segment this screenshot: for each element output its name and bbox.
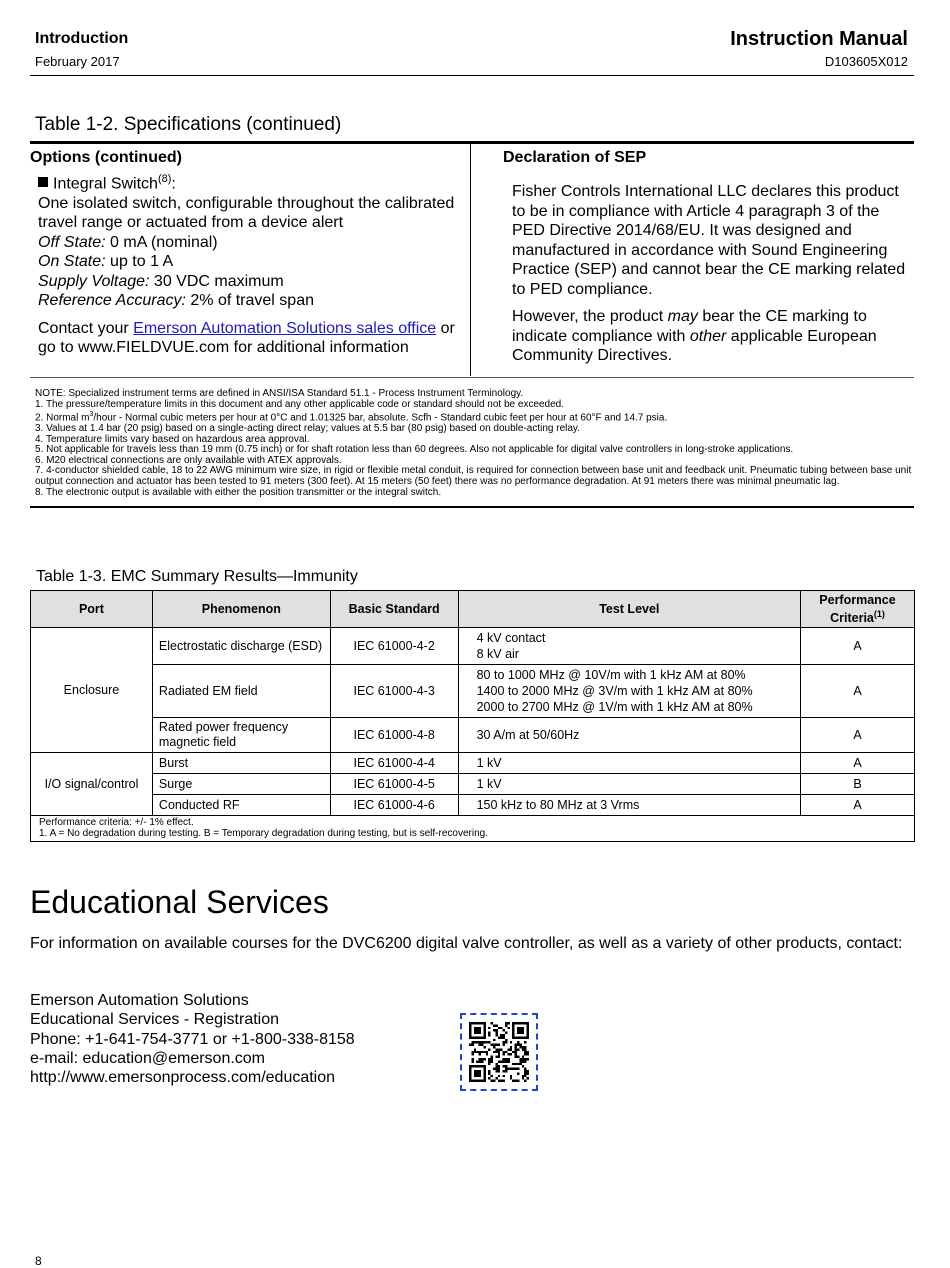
phenomenon-cell: Rated power frequency magnetic field xyxy=(152,718,330,753)
test-level-line: 8 kV air xyxy=(476,647,519,662)
standard-cell: IEC 61000-4-2 xyxy=(330,628,458,665)
test-level-cell xyxy=(458,665,800,718)
header-criteria-text: Performance Criteria xyxy=(819,593,896,626)
table-header-row xyxy=(31,591,915,628)
table-row xyxy=(31,628,915,665)
standard-cell: IEC 61000-4-4 xyxy=(330,753,458,774)
phenomenon-cell: Burst xyxy=(152,753,330,774)
table-1-2-notes xyxy=(35,389,915,498)
header-phenomenon: Phenomenon xyxy=(152,591,330,628)
off-state xyxy=(38,233,458,253)
phenomenon-cell: Surge xyxy=(152,774,330,795)
educational-services-intro: For information on available courses for the DVC6200 digital valve controller, as well as a variety of other products, contact: xyxy=(30,935,903,952)
table-row xyxy=(31,795,915,816)
note: NOTE: Specialized instrument terms are defined in ANSI/ISA Standard 51.1 - Process Instrument Terminology. xyxy=(35,388,524,399)
criteria-cell: A xyxy=(801,795,915,816)
integral-switch-label: Integral Switch xyxy=(53,175,158,193)
sales-office-link[interactable]: Emerson Automation Solutions sales office xyxy=(133,319,437,337)
contact-paragraph xyxy=(38,319,458,358)
note: 4. Temperature limits vary based on hazardous area approval. xyxy=(35,433,310,445)
test-level-line: 4 kV contact xyxy=(476,631,546,646)
options-body xyxy=(38,170,458,358)
contact-phone: Phone: +1-641-754-3771 or +1-800-338-8158 xyxy=(30,1030,355,1048)
contact-prefix: Contact your xyxy=(38,319,134,337)
header-divider xyxy=(30,75,914,76)
switch-description: One isolated switch, configurable throughout the calibrated travel range or actuated from a device alert xyxy=(38,194,455,232)
phenomenon-cell: Radiated EM field xyxy=(152,665,330,718)
table-row xyxy=(31,753,915,774)
integral-switch-line xyxy=(38,170,458,194)
table-1-2-title: Table 1-2. Specifications (continued) xyxy=(35,114,342,135)
on-state-value: up to 1 A xyxy=(105,253,174,271)
standard-cell: IEC 61000-4-8 xyxy=(330,718,458,753)
note: 3. Values at 1.4 bar (20 psig) based on a single-acting direct relay; values at 5.5 bar (80 psig) based on double-acting relay. xyxy=(35,423,580,435)
section-title: Introduction xyxy=(35,30,129,47)
standard-cell: IEC 61000-4-3 xyxy=(330,665,458,718)
phenomenon-cell: Conducted RF xyxy=(152,795,330,816)
sep-emphasis-other: other xyxy=(689,327,727,345)
sep-heading: Declaration of SEP xyxy=(503,149,647,166)
criteria-cell: A xyxy=(801,665,915,718)
note: 5. Not applicable for travels less than 19 mm (0.75 inch) or for shaft rotation less than 60 degrees. Also not applicable for digital valve controllers in long-stroke applications. xyxy=(35,444,794,456)
criteria-cell: A xyxy=(801,753,915,774)
test-level-cell: 30 A/m at 50/60Hz xyxy=(458,718,800,753)
test-level-line: 2000 to 2700 MHz @ 1V/m with 1 kHz AM at 80% xyxy=(476,700,753,715)
reference-accuracy-value: 2% of travel span xyxy=(185,292,314,310)
note-text: 2. Normal m xyxy=(35,412,90,424)
test-level-cell: 1 kV xyxy=(458,753,800,774)
contact-email: e-mail: education@emerson.com xyxy=(30,1049,266,1067)
note: 1. The pressure/temperature limits in this document and any other applicable code or standard should not be exceeded. xyxy=(35,398,565,410)
table-1-2-top-rule xyxy=(30,141,914,144)
note: 7. 4-conductor shielded cable, 18 to 22 AWG minimum wire size, in rigid or flexible metal conduit, is required for connection between base unit and feedback unit. Pneumatic tubing between base unit output connection and actuator has been tested to 91 meters (300 feet). At 15 meters (50 feet) there was no performance degradation. At 91 meters there was minimal pneumatic lag. xyxy=(35,465,912,488)
standard-cell: IEC 61000-4-5 xyxy=(330,774,458,795)
supply-voltage-label: Supply Voltage: xyxy=(38,272,150,290)
test-level-line: 80 to 1000 MHz @ 10V/m with 1 kHz AM at 80% xyxy=(476,668,746,683)
test-level-cell: 150 kHz to 80 MHz at 3 Vrms xyxy=(458,795,800,816)
table-row xyxy=(31,665,915,718)
footnote-ref: (1) xyxy=(873,609,885,619)
port-enclosure: Enclosure xyxy=(31,628,153,753)
off-state-label: Off State: xyxy=(38,233,106,251)
contact-url: http://www.emersonprocess.com/education xyxy=(30,1069,336,1087)
header-performance-criteria xyxy=(801,591,915,628)
note-superscript: 3 xyxy=(89,411,94,419)
qr-code-icon xyxy=(469,1022,529,1082)
bullet-square-icon xyxy=(38,177,48,187)
note: 8. The electronic output is available with either the position transmitter or the integral switch. xyxy=(35,486,442,498)
table-notes-row xyxy=(31,816,915,842)
criteria-cell: A xyxy=(801,718,915,753)
supply-voltage-value: 30 VDC maximum xyxy=(149,272,284,290)
table-row xyxy=(31,774,915,795)
table-note: Performance criteria: +/- 1% effect. xyxy=(39,817,194,829)
note: 6. M20 electrical connections are only available with ATEX approvals. xyxy=(35,454,342,466)
sep-emphasis-may: may xyxy=(667,308,698,325)
publication-date: February 2017 xyxy=(35,54,120,69)
test-level-cell xyxy=(458,628,800,665)
table-notes-cell xyxy=(31,816,915,842)
on-state xyxy=(38,252,458,272)
manual-title: Instruction Manual xyxy=(730,28,908,50)
table-note: 1. A = No degradation during testing. B = Temporary degradation during testing, but is self-recovering. xyxy=(39,827,488,839)
test-level-cell: 1 kV xyxy=(458,774,800,795)
sep-text: bear the CE marking to indicate compliance with xyxy=(512,308,867,345)
header-test-level: Test Level xyxy=(458,591,800,628)
note-text: /hour - Normal cubic meters per hour at 0°C and 1.01325 bar, absolute. Scfh - Standard cubic feet per hour at 60°F and 14.7 psia. xyxy=(93,412,668,424)
table-1-2-notes-divider xyxy=(30,377,914,378)
header-basic-standard: Basic Standard xyxy=(330,591,458,628)
table-1-2-bottom-rule xyxy=(30,506,914,508)
reference-accuracy xyxy=(38,291,458,311)
qr-code-link[interactable] xyxy=(460,1013,538,1091)
sep-paragraph-2 xyxy=(512,307,912,366)
footnote-ref: (8) xyxy=(157,173,172,185)
contact-company: Emerson Automation Solutions xyxy=(30,992,249,1009)
table-row xyxy=(31,718,915,753)
contact-department: Educational Services - Registration xyxy=(30,1011,280,1029)
criteria-cell: B xyxy=(801,774,915,795)
page-number: 8 xyxy=(35,1254,42,1268)
on-state-label: On State: xyxy=(38,253,106,271)
sep-text: applicable European Community Directives. xyxy=(512,327,877,364)
table-1-3-title: Table 1-3. EMC Summary Results—Immunity xyxy=(36,568,358,585)
options-heading: Options (continued) xyxy=(30,149,182,166)
colon: : xyxy=(171,175,176,193)
note xyxy=(35,410,915,424)
header-port: Port xyxy=(31,591,153,628)
off-state-value: 0 mA (nominal) xyxy=(105,233,218,251)
document-number: D103605X012 xyxy=(824,54,908,69)
sep-text: However, the product xyxy=(512,308,668,325)
educational-services-title: Educational Services xyxy=(30,884,329,920)
phenomenon-cell: Electrostatic discharge (ESD) xyxy=(152,628,330,665)
standard-cell: IEC 61000-4-6 xyxy=(330,795,458,816)
sep-body xyxy=(512,182,912,366)
contact-suffix: or go to www.FIELDVUE.com for additional information xyxy=(38,319,455,357)
port-io-signal-control: I/O signal/control xyxy=(31,753,153,816)
test-level-line: 1400 to 2000 MHz @ 3V/m with 1 kHz AM at 80% xyxy=(476,684,753,699)
emc-summary-table xyxy=(30,590,915,842)
reference-accuracy-label: Reference Accuracy: xyxy=(38,292,186,310)
sep-paragraph-1: Fisher Controls International LLC declares this product to be in compliance with Article 4 paragraph 3 of the PED Directive 2014/68/EU. It was designed and manufactured in accordance with Sound Engineering Practice (SEP) and cannot bear the CE marking related to PED compliance. xyxy=(512,183,906,298)
educational-services-contact xyxy=(30,991,355,1087)
supply-voltage xyxy=(38,272,458,292)
criteria-cell: A xyxy=(801,628,915,665)
table-1-2-column-divider xyxy=(470,144,471,376)
